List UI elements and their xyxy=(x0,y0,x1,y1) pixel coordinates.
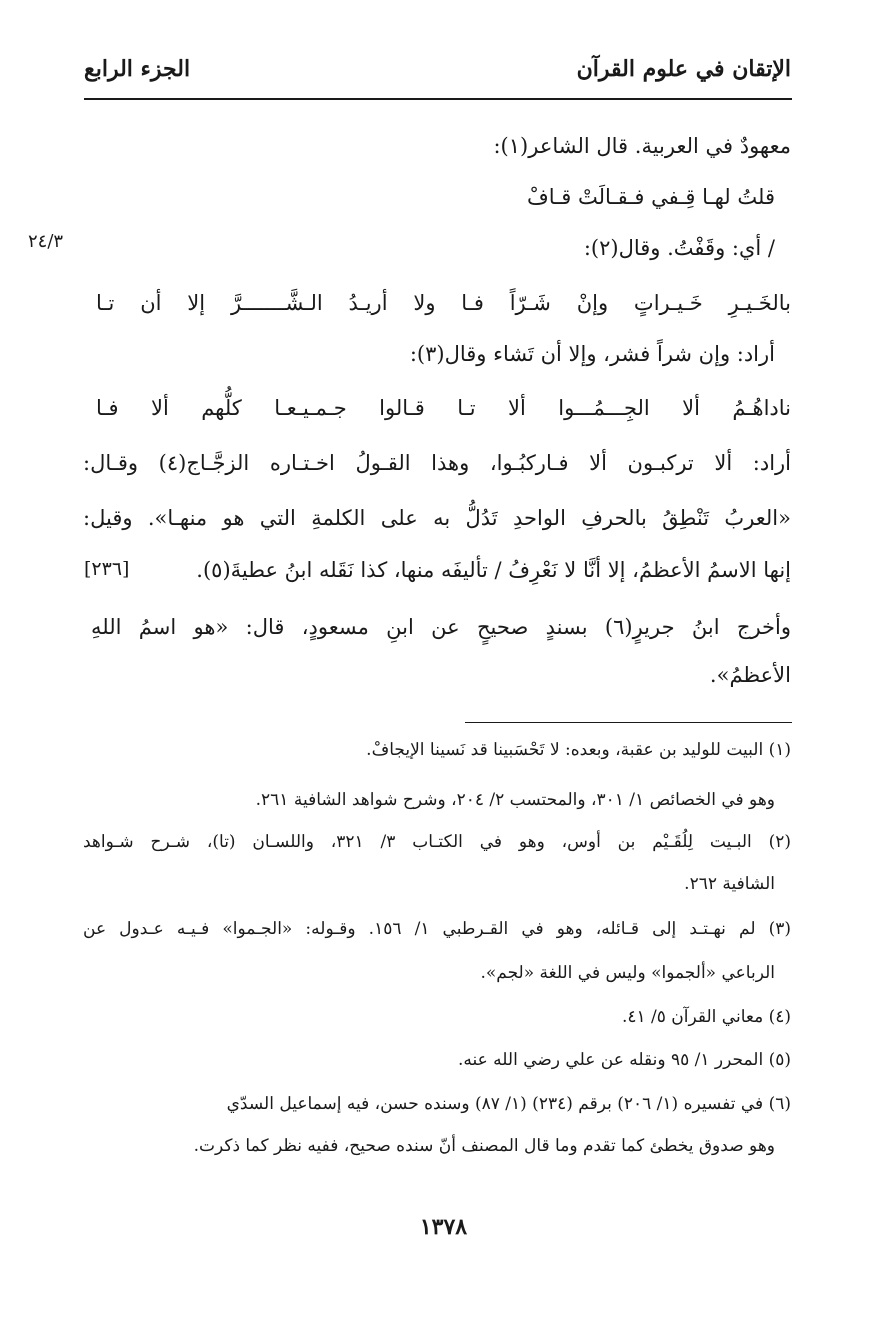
running-header-title: الإتقان في علوم القرآن xyxy=(576,56,791,82)
page-number: ١٣٧٨ xyxy=(419,1214,468,1240)
body-line: إنها الاسمُ الأعظمُ، إلا أنَّا لا نَعْرِفُ / تأليفَه منها، كذا نَقَله ابنُ عطيةَ(٥). xyxy=(196,558,791,582)
verse-line: بالخَـيـرِ خَـيـراتٍ وإنْ شَـرّاً فـا ولا أريـدُ الـشَّـــــــرَّ إلا أن تـا xyxy=(96,291,791,315)
body-line: «العربُ تَنْطِقُ بالحرفِ الواحدِ تَدُلُّ به على الكلمةِ التي هو منهـا». وقيل: xyxy=(83,506,791,530)
footnote-line: (٢) البـيت لِلُقَـيْم بن أوس، وهو في الكتـاب ٣/ ٣٢١، واللسـان (تا)، شـرح شـواهد xyxy=(83,832,791,852)
body-line: / أي: وقَفْتُ. وقال(٢): xyxy=(583,236,775,260)
footnote-line: (٥) المحرر ١/ ٩٥ ونقله عن علي رضي الله عنه. xyxy=(457,1050,791,1070)
footnote-line: الرباعي «ألجموا» وليس في اللغة «لجم». xyxy=(480,963,775,983)
footnote-line: وهو في الخصائص ١/ ٣٠١، والمحتسب ٢/ ٢٠٤، وشرح شواهد الشافية ٢٦١. xyxy=(255,790,775,810)
footnote-line: (٦) في تفسيره (١/ ٢٠٦) برقم (٢٣٤) (١/ ٨٧) وسنده حسن، فيه إسماعيل السدّي xyxy=(226,1094,791,1114)
header-rule xyxy=(84,98,792,100)
body-line: الأعظمُ». xyxy=(709,663,791,687)
verse-line: قلتُ لهـا قِـفي فـقـالَتْ قـافْ xyxy=(526,185,775,209)
body-line: وأخرج ابنُ جريرٍ(٦) بسندٍ صحيحٍ عن ابنِ مسعودٍ، قال: «هو اسمُ اللهِ xyxy=(91,615,792,639)
body-line: أراد: وإن شراً فشر، وإلا أن تَشاء وقال(٣): xyxy=(409,342,775,366)
verse-line: ناداهُـمُ ألا الجِـــمُـــوا ألا تـا قـالوا جـمـيـعـا كلُّهم ألا فـا xyxy=(96,396,791,420)
footnote-line: الشافية ٢٦٢. xyxy=(684,874,775,894)
footnote-line: (١) البيت للوليد بن عقبة، وبعده: لا تَحْسَبينا قد نَسينا الإيجافْ. xyxy=(366,740,791,760)
footnote-line: (٣) لم نهـتـد إلى قـائله، وهو في القـرطبي ١/ ١٥٦. وقـوله: «الجـموا» فـيـه عـدول عن xyxy=(83,919,792,939)
body-line: معهودٌ في العربية. قال الشاعر(١): xyxy=(493,134,791,158)
page-cross-reference: [٢٣٦] xyxy=(84,558,130,580)
margin-page-reference: ٢٤/٣ xyxy=(28,231,64,252)
running-header-volume: الجزء الرابع xyxy=(84,56,191,82)
footnote-separator xyxy=(465,722,792,723)
footnote-line: (٤) معاني القرآن ٥/ ٤١. xyxy=(621,1007,791,1027)
body-line: أراد: ألا تركبـون ألا فـاركبُـوا، وهذا القـولُ اخـتـاره الزجَّـاج(٤) وقـال: xyxy=(83,451,792,475)
footnote-line: وهو صدوق يخطئ كما تقدم وما قال المصنف أنّ سنده صحيح، ففيه نظر كما ذكرت. xyxy=(193,1136,775,1156)
